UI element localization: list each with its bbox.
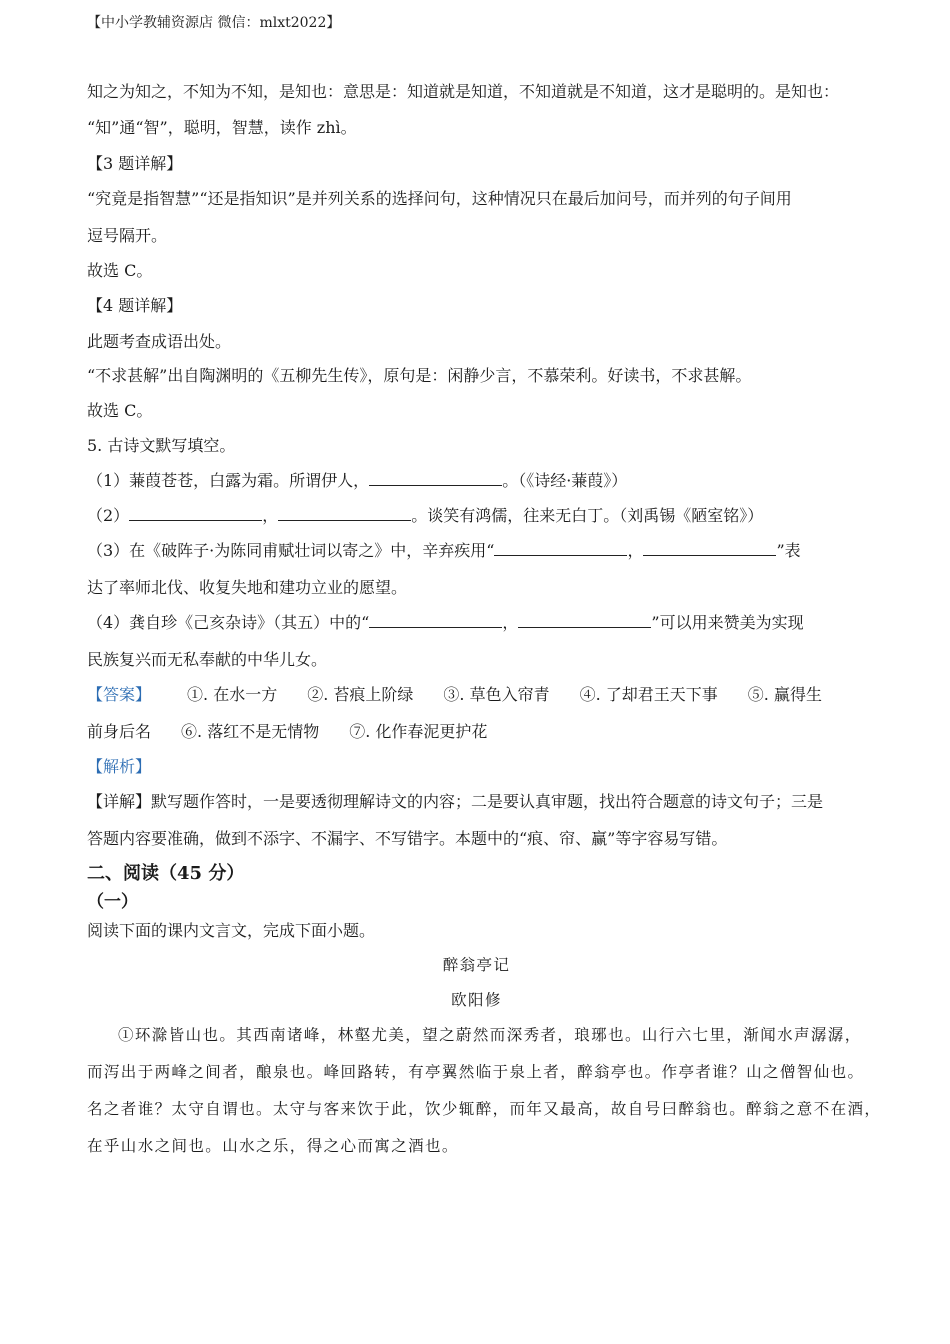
comma: ， (262, 506, 279, 525)
answer-item: ③. 草色入帘青 (443, 685, 550, 704)
q3-answer: 故选 C。 (87, 261, 153, 280)
poem-author: 欧阳修 (451, 991, 502, 1009)
fill-blank (129, 506, 262, 521)
q5-detail-line1: 【详解】默写题作答时，一是要透彻理解诗文的内容；二是要认真审题，找出符合题意的诗文句子；三是 (87, 792, 824, 811)
fill-blank (494, 541, 627, 556)
q5-item4-line2: 民族复兴而无私奉献的中华儿女。 (87, 650, 328, 669)
fill-blank (278, 506, 411, 521)
q4-line2: “不求甚解”出自陶渊明的《五柳先生传》，原句是：闲静少言，不慕荣利。好读书，不求甚解。 (87, 366, 752, 385)
answer-item: ⑥. 落红不是无情物 (181, 722, 320, 741)
q5-item1-text: （1）蒹葭苍苍，白露为霜。所谓伊人， (87, 471, 370, 490)
fill-blank (643, 541, 776, 556)
page-header: 【中小学教辅资源店 微信：mlxt2022】 (87, 15, 341, 31)
comma: ， (502, 613, 519, 632)
q5-item4 (87, 613, 866, 633)
q5-item3-text: （3）在《破阵子·为陈同甫赋壮词以寄之》中，辛弃疾用“ (87, 541, 495, 560)
fill-blank (369, 613, 502, 628)
q5-item2 (87, 506, 866, 526)
poem-title: 醉翁亭记 (442, 956, 511, 974)
q2-explain-line2: “知”通“智”，聪明，智慧，读作 zhì。 (87, 118, 357, 137)
answer-item: 前身后名 (87, 722, 152, 741)
q5-answers-line1 (87, 685, 866, 705)
q2-explain-line1: 知之为知之，不知为不知，是知也：意思是：知道就是知道，不知道就是不知道，这才是聪明的。是知也： (87, 82, 840, 101)
answer-tag: 【答案】 (87, 685, 152, 704)
q3-line1: “究竟是指智慧”“还是指知识”是并列关系的选择问句，这种情况只在最后加问号，而并列的句子间用 (87, 189, 792, 208)
q5-item1 (87, 471, 866, 491)
q4-line1: 此题考查成语出处。 (87, 332, 232, 351)
answer-item: ⑦. 化作春泥更护花 (349, 722, 488, 741)
passage-line: ①环滁皆山也。其西南诸峰，林壑尤美，望之蔚然而深秀者，琅琊也。山行六七里，渐闻水声潺潺， (118, 1026, 862, 1044)
section2-sub: （一） (87, 892, 138, 912)
q3-heading: 【3 题详解】 (87, 154, 183, 173)
section2-heading: 二、阅读（45 分） (87, 863, 245, 884)
passage-line: 而泻出于两峰之间者，酿泉也。峰回路转，有亭翼然临于泉上者，醉翁亭也。作亭者谁？山之僧智仙也。 (87, 1063, 865, 1081)
q5-item2-text: 。谈笑有鸿儒，往来无白丁。（刘禹锡《陋室铭》） (411, 506, 764, 525)
q5-item1-source: 。（《诗经·蒹葭》） (502, 471, 628, 490)
passage-line: 在乎山水之间也。山水之乐，得之心而寓之酒也。 (87, 1137, 459, 1155)
q5-item3 (87, 541, 866, 561)
q4-answer: 故选 C。 (87, 401, 153, 420)
section2-instruction: 阅读下面的课内文言文，完成下面小题。 (87, 921, 376, 940)
answer-item: ②. 苔痕上阶绿 (307, 685, 414, 704)
q3-line2: 逗号隔开。 (87, 226, 168, 245)
q5-answers-line2 (87, 722, 866, 742)
q5-item4-text: （4）龚自珍《己亥杂诗》（其五）中的“ (87, 613, 370, 632)
answer-item: ①. 在水一方 (187, 685, 278, 704)
comma: ， (627, 541, 644, 560)
q5-detail-line2: 答题内容要准确，做到不添字、不漏字、不写错字。本题中的“痕、帘、赢”等字容易写错。 (87, 829, 728, 848)
passage-line: 名之者谁？太守自谓也。太守与客来饮于此，饮少辄醉，而年又最高，故自号曰醉翁也。醉翁之意不在酒， (87, 1100, 882, 1118)
answer-item: ⑤. 赢得生 (747, 685, 822, 704)
answer-item: ④. 了却君王天下事 (579, 685, 718, 704)
q5-title: 5. 古诗文默写填空。 (87, 436, 236, 455)
analysis-tag: 【解析】 (87, 757, 152, 776)
q4-heading: 【4 题详解】 (87, 296, 183, 315)
q5-item2-num: （2） (87, 506, 130, 525)
fill-blank (518, 613, 651, 628)
q5-item3-line2: 达了率师北伐、收复失地和建功立业的愿望。 (87, 578, 408, 597)
fill-blank (369, 471, 502, 486)
q5-item3-tail: ”表 (776, 541, 801, 560)
q5-item4-tail: ”可以用来赞美为实现 (651, 613, 804, 632)
